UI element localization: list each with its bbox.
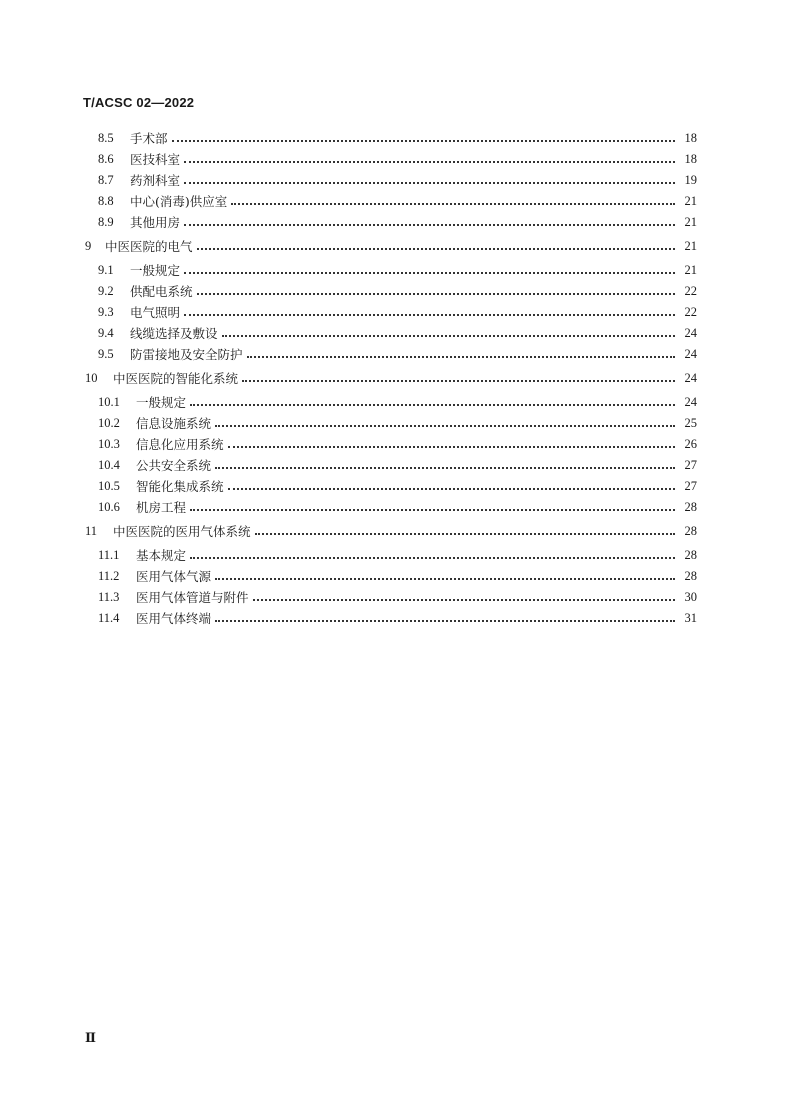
toc-entry-title: 药剂科室 xyxy=(130,173,181,188)
toc-entry-title: 机房工程 xyxy=(136,500,187,515)
toc-entry-number: 9.3 xyxy=(98,305,114,319)
toc-leader-dots xyxy=(222,335,675,337)
toc-entry-page: 31 xyxy=(684,611,697,625)
toc-entry-number: 9.5 xyxy=(98,347,114,361)
toc-entry-title: 中心(消毒)供应室 xyxy=(130,194,228,209)
toc-entry xyxy=(98,149,697,170)
toc-entry-title: 防雷接地及安全防护 xyxy=(130,347,243,362)
toc-entry-number: 11.4 xyxy=(98,611,120,625)
toc-entry-title: 其他用房 xyxy=(130,215,181,230)
toc-entry-page: 18 xyxy=(684,131,697,145)
toc-entry-page: 28 xyxy=(684,548,697,562)
toc-leader-dots xyxy=(231,203,675,205)
toc-entry-page: 28 xyxy=(684,524,697,538)
toc-entry-title: 医用气体终端 xyxy=(136,611,212,626)
toc-entry-page: 30 xyxy=(684,590,697,604)
document-code-header: T/ACSC 02—2022 xyxy=(83,95,195,110)
toc-entry-title: 线缆选择及敷设 xyxy=(130,326,218,341)
toc-entry xyxy=(98,281,697,302)
toc-entry xyxy=(98,608,697,629)
toc-leader-dots xyxy=(190,557,675,559)
toc-entry xyxy=(98,413,697,434)
toc-entry-page: 24 xyxy=(684,395,697,409)
toc-entry-title: 一般规定 xyxy=(130,263,181,278)
toc-entry xyxy=(98,170,697,191)
toc-entry-title: 电气照明 xyxy=(130,305,181,320)
toc-leader-dots xyxy=(197,248,675,250)
toc-entry-number: 10.1 xyxy=(98,395,120,409)
toc-entry xyxy=(98,392,697,413)
toc-entry-number: 11.1 xyxy=(98,548,120,562)
toc-entry-number: 9.2 xyxy=(98,284,114,298)
toc-entry xyxy=(98,302,697,323)
toc-entry-number: 8.6 xyxy=(98,152,114,166)
toc-leader-dots xyxy=(184,182,675,184)
toc-entry-page: 28 xyxy=(684,500,697,514)
toc-entry-number: 10.5 xyxy=(98,479,120,493)
toc-entry-page: 27 xyxy=(684,479,697,493)
toc-entry-page: 26 xyxy=(684,437,697,451)
toc-leader-dots xyxy=(184,272,675,274)
toc-entry xyxy=(98,497,697,518)
toc-entry-title: 基本规定 xyxy=(136,548,187,563)
toc-entry xyxy=(98,566,697,587)
toc-entry xyxy=(98,191,697,212)
toc-entry-page: 22 xyxy=(684,284,697,298)
toc-entry-number: 11 xyxy=(85,524,98,538)
toc-chapter-entry xyxy=(85,521,697,542)
toc-entry-page: 27 xyxy=(684,458,697,472)
toc-entry-number: 9.1 xyxy=(98,263,114,277)
toc-leader-dots xyxy=(184,314,675,316)
toc-entry-number: 9.4 xyxy=(98,326,114,340)
toc-entry-page: 18 xyxy=(684,152,697,166)
toc-entry xyxy=(98,128,697,149)
toc-leader-dots xyxy=(190,404,675,406)
toc-leader-dots xyxy=(228,446,675,448)
toc-entry-number: 8.9 xyxy=(98,215,114,229)
toc-leader-dots xyxy=(215,620,675,622)
toc-leader-dots xyxy=(242,380,675,382)
toc-entry xyxy=(98,344,697,365)
toc-entry-number: 10 xyxy=(85,371,98,385)
toc-entry xyxy=(98,260,697,281)
toc-entry-page: 24 xyxy=(684,347,697,361)
toc-entry-page: 24 xyxy=(684,371,697,385)
toc-entry-title: 供配电系统 xyxy=(130,284,193,299)
toc-leader-dots xyxy=(215,467,675,469)
toc-entry xyxy=(98,476,697,497)
toc-leader-dots xyxy=(228,488,675,490)
toc-entry-title: 医技科室 xyxy=(130,152,181,167)
toc-chapter-entry xyxy=(85,368,697,389)
toc-entry-number: 8.7 xyxy=(98,173,114,187)
page-number-footer: Ⅱ xyxy=(85,1030,96,1045)
toc-leader-dots xyxy=(184,161,675,163)
toc-entry-title: 手术部 xyxy=(130,131,168,146)
toc-entry-page: 21 xyxy=(684,215,697,229)
toc-entry-page: 19 xyxy=(684,173,697,187)
toc-leader-dots xyxy=(190,509,675,511)
toc-leader-dots xyxy=(197,293,675,295)
toc-leader-dots xyxy=(172,140,675,142)
toc-entry-title: 中医医院的智能化系统 xyxy=(113,371,239,386)
toc-entry-number: 8.5 xyxy=(98,131,114,145)
toc-entry-page: 22 xyxy=(684,305,697,319)
toc-entry-number: 10.6 xyxy=(98,500,120,514)
toc-entry-title: 医用气体管道与附件 xyxy=(136,590,249,605)
toc-entry-number: 11.2 xyxy=(98,569,120,583)
toc-entry-page: 21 xyxy=(684,239,697,253)
toc-entry-number: 11.3 xyxy=(98,590,120,604)
toc-entry-number: 10.4 xyxy=(98,458,120,472)
toc-entry-number: 9 xyxy=(85,239,92,253)
toc-entry xyxy=(98,434,697,455)
toc-entry-title: 中医医院的医用气体系统 xyxy=(113,524,251,539)
toc-entry-title: 医用气体气源 xyxy=(136,569,212,584)
toc-entry-page: 25 xyxy=(684,416,697,430)
toc-entry-title: 一般规定 xyxy=(136,395,187,410)
toc-entry-page: 21 xyxy=(684,263,697,277)
toc-entry-page: 28 xyxy=(684,569,697,583)
toc-entry xyxy=(98,323,697,344)
toc-leader-dots xyxy=(215,425,675,427)
toc-entry-number: 10.3 xyxy=(98,437,120,451)
toc-entry-title: 智能化集成系统 xyxy=(136,479,224,494)
toc-leader-dots xyxy=(184,224,675,226)
toc-entry-number: 10.2 xyxy=(98,416,120,430)
toc-leader-dots xyxy=(247,356,675,358)
toc-entry-title: 信息设施系统 xyxy=(136,416,212,431)
toc-entry xyxy=(98,587,697,608)
toc-chapter-entry xyxy=(85,236,697,257)
toc-entry xyxy=(98,212,697,233)
toc-entry xyxy=(98,545,697,566)
toc-entry-title: 信息化应用系统 xyxy=(136,437,224,452)
toc-entry xyxy=(98,455,697,476)
toc-leader-dots xyxy=(215,578,675,580)
toc-entry-page: 24 xyxy=(684,326,697,340)
toc-entry-title: 公共安全系统 xyxy=(136,458,212,473)
toc-entry-page: 21 xyxy=(684,194,697,208)
toc-leader-dots xyxy=(253,599,675,601)
toc-entry-title: 中医医院的电气 xyxy=(105,239,193,254)
toc-leader-dots xyxy=(255,533,675,535)
toc-entry-number: 8.8 xyxy=(98,194,114,208)
